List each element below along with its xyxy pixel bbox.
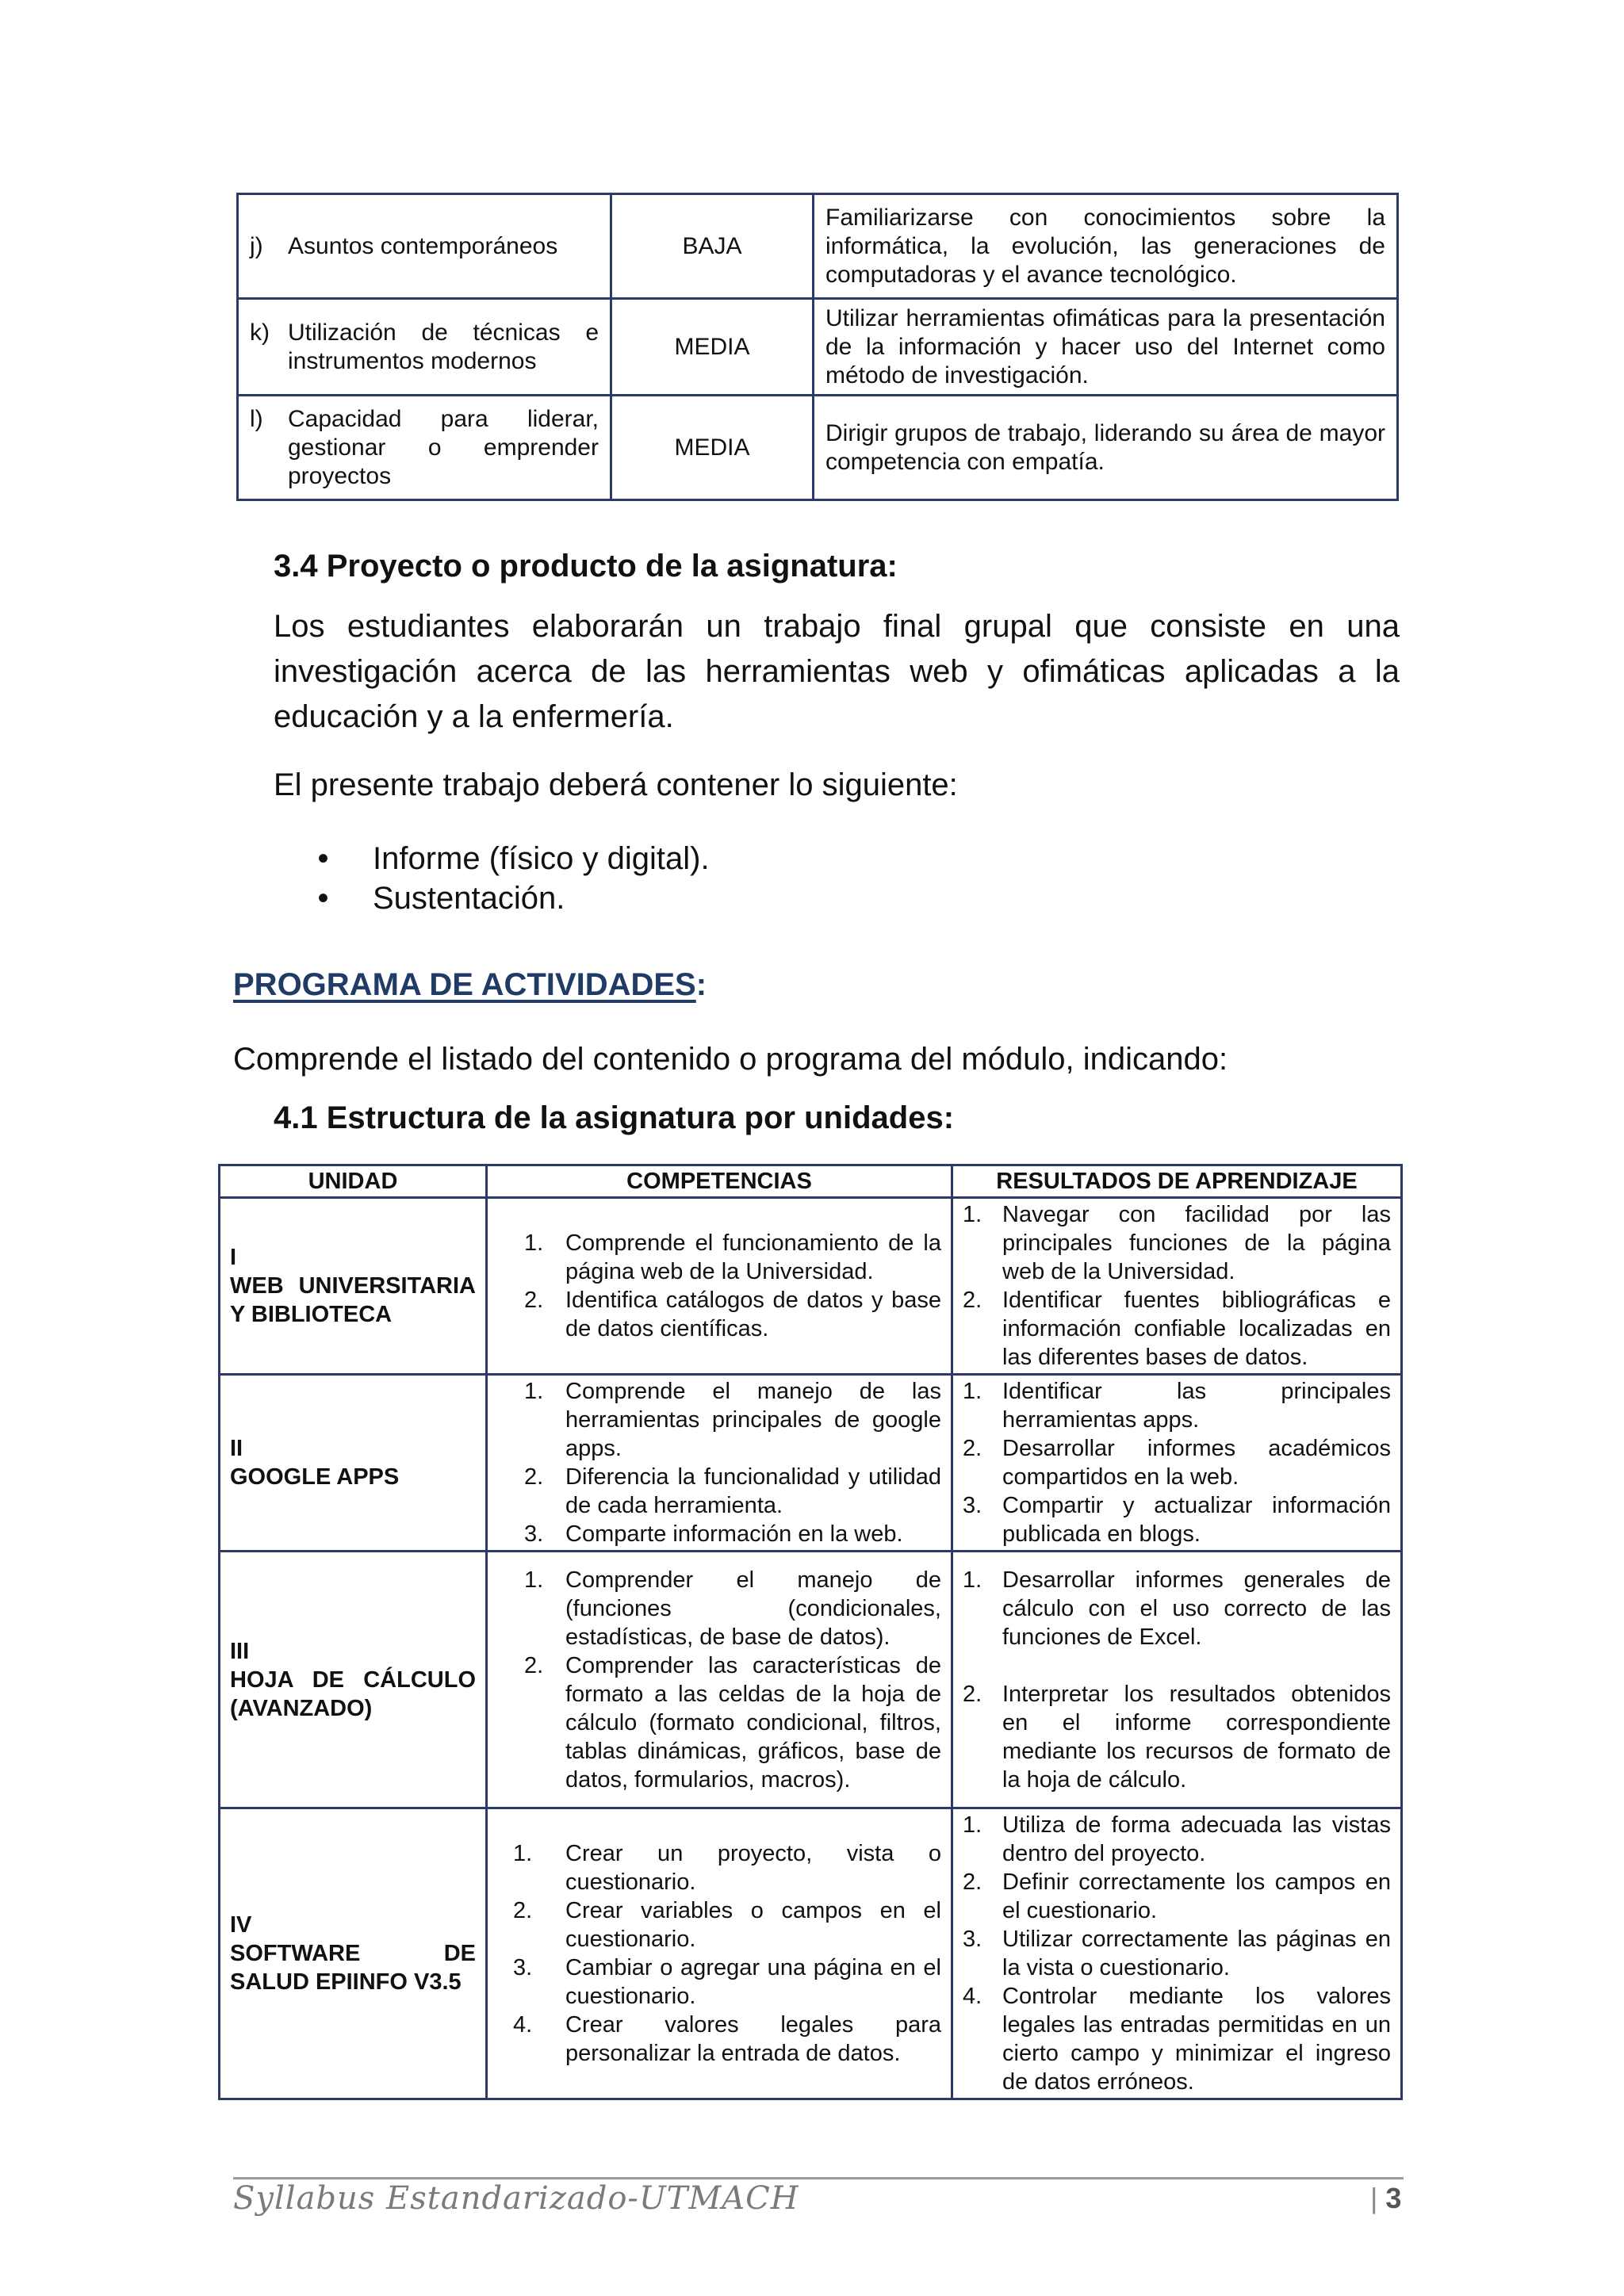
competencias-cell	[487, 1808, 952, 2099]
footer-title: Syllabus Estandarizado-UTMACH	[233, 2180, 799, 2217]
resultados-cell	[952, 1552, 1402, 1808]
unit-cell: II GOOGLE APPS	[220, 1375, 487, 1552]
units-table	[218, 1164, 1403, 2100]
list-item: 2. Comprender las características de formato a las celdas de la hoja de cálculo (formato condicional, filtros, tablas dinámicas, gráficos, base de datos, formularios, macros).	[524, 1652, 941, 1793]
list-item: 2. Desarrollar informes académicos compartidos en la web.	[963, 1436, 1391, 1490]
list-item: 1. Identificar las principales herramientas apps.	[963, 1379, 1391, 1433]
list-item: 2. Identifica catálogos de datos y base de datos científicas.	[524, 1288, 941, 1341]
bullet-icon: •	[317, 841, 329, 876]
list-item: 1. Comprende el funcionamiento de la página web de la Universidad.	[524, 1230, 941, 1284]
unit-cell: III HOJA DE CÁLCULO (AVANZADO)	[220, 1552, 487, 1808]
bullet-list	[274, 839, 710, 918]
list-item: 1. Navegar con facilidad por las principales funciones de la página web de la Universidad.	[963, 1202, 1391, 1284]
list-item: 1. Crear un proyecto, vista o cuestionario.	[513, 1841, 941, 1895]
outcome-description: Dirigir grupos de trabajo, liderando su área de mayor competencia con empatía.	[814, 396, 1398, 500]
list-intro: El presente trabajo deberá contener lo siguiente:	[274, 767, 958, 802]
outcome-description: Familiarizarse con conocimientos sobre la informática, la evolución, las generaciones de computadoras y el avance tecnológico.	[814, 194, 1398, 299]
list-item: 3. Comparte información en la web.	[524, 1521, 903, 1547]
outcome-description: Utilizar herramientas ofimáticas para la presentación de la información y hacer uso del Internet como método de investigación.	[814, 299, 1398, 396]
list-item: 1. Desarrollar informes generales de cálculo con el uso correcto de las funciones de Excel.	[963, 1567, 1391, 1650]
section-heading: 3.4 Proyecto o producto de la asignatura:	[274, 549, 898, 584]
table-row	[220, 1375, 1402, 1552]
table-row	[220, 1808, 1402, 2099]
programa-heading: PROGRAMA DE ACTIVIDADES:	[233, 967, 707, 1002]
column-header: UNIDAD	[220, 1165, 487, 1198]
list-item: 4. Crear valores legales para personalizar la entrada de datos.	[513, 2012, 941, 2066]
unit-cell: IV SOFTWARE DE SALUD EPIINFO V3.5	[220, 1808, 487, 2099]
list-item: • Sustentación.	[274, 878, 710, 918]
resultados-cell	[952, 1808, 1402, 2099]
programa-lead: Comprende el listado del contenido o programa del módulo, indicando:	[233, 1042, 1228, 1077]
column-header: COMPETENCIAS	[487, 1165, 952, 1198]
table-row	[220, 1198, 1402, 1375]
subsection-heading: 4.1 Estructura de la asignatura por unidades:	[274, 1100, 955, 1135]
list-item: 3. Cambiar o agregar una página en el cuestionario.	[513, 1955, 941, 2009]
bullet-icon: •	[317, 881, 329, 916]
outcome-level: MEDIA	[611, 299, 814, 396]
table-header-row	[220, 1165, 1402, 1198]
list-item: 2. Definir correctamente los campos en el cuestionario.	[963, 1869, 1391, 1923]
list-item: • Informe (físico y digital).	[274, 839, 710, 878]
table-row	[238, 299, 1398, 396]
footer-divider	[233, 2177, 1404, 2179]
page-number: | 3	[1370, 2182, 1402, 2214]
table-row	[238, 396, 1398, 500]
list-item: 2. Crear variables o campos en el cuestionario.	[513, 1898, 941, 1952]
resultados-cell	[952, 1198, 1402, 1375]
list-item: 3. Compartir y actualizar información publicada en blogs.	[963, 1493, 1391, 1547]
competencias-cell	[487, 1552, 952, 1808]
column-header: RESULTADOS DE APRENDIZAJE	[952, 1165, 1402, 1198]
table-row	[238, 194, 1398, 299]
table-row	[220, 1552, 1402, 1808]
outcome-label: j) Asuntos contemporáneos	[238, 194, 611, 299]
outcome-label: k) Utilización de técnicas e instrumentos modernos	[238, 299, 611, 396]
unit-cell: I WEB UNIVERSITARIA Y BIBLIOTECA	[220, 1198, 487, 1375]
list-item: 2. Diferencia la funcionalidad y utilidad de cada herramienta.	[524, 1464, 941, 1518]
outcome-label: l) Capacidad para liderar, gestionar o emprender proyectos	[238, 396, 611, 500]
list-item: 1. Comprende el manejo de las herramientas principales de google apps.	[524, 1379, 941, 1461]
competencias-cell	[487, 1198, 952, 1375]
list-item: 3. Utilizar correctamente las páginas en la vista o cuestionario.	[963, 1927, 1391, 1980]
resultados-cell	[952, 1375, 1402, 1552]
list-item: 2. Interpretar los resultados obtenidos en el informe correspondiente mediante los recursos de formato de la hoja de cálculo.	[963, 1681, 1391, 1793]
outcomes-table	[236, 193, 1399, 501]
list-item: 4. Controlar mediante los valores legales las entradas permitidas en un cierto campo y minimizar el ingreso de datos erróneos.	[963, 1984, 1391, 2095]
list-item: 1. Comprender el manejo de (funciones (condicionales, estadísticas, de base de datos).	[524, 1567, 941, 1650]
outcome-level: MEDIA	[611, 396, 814, 500]
list-item: 2. Identificar fuentes bibliográficas e información confiable localizadas en las diferentes bases de datos.	[963, 1288, 1391, 1370]
list-item: 1. Utiliza de forma adecuada las vistas dentro del proyecto.	[963, 1812, 1391, 1866]
section-paragraph: Los estudiantes elaborarán un trabajo final grupal que consiste en una investigación acerca de las herramientas web y ofimáticas aplicadas a la educación y a la enfermería.	[274, 609, 1400, 734]
outcome-level: BAJA	[611, 194, 814, 299]
competencias-cell	[487, 1375, 952, 1552]
